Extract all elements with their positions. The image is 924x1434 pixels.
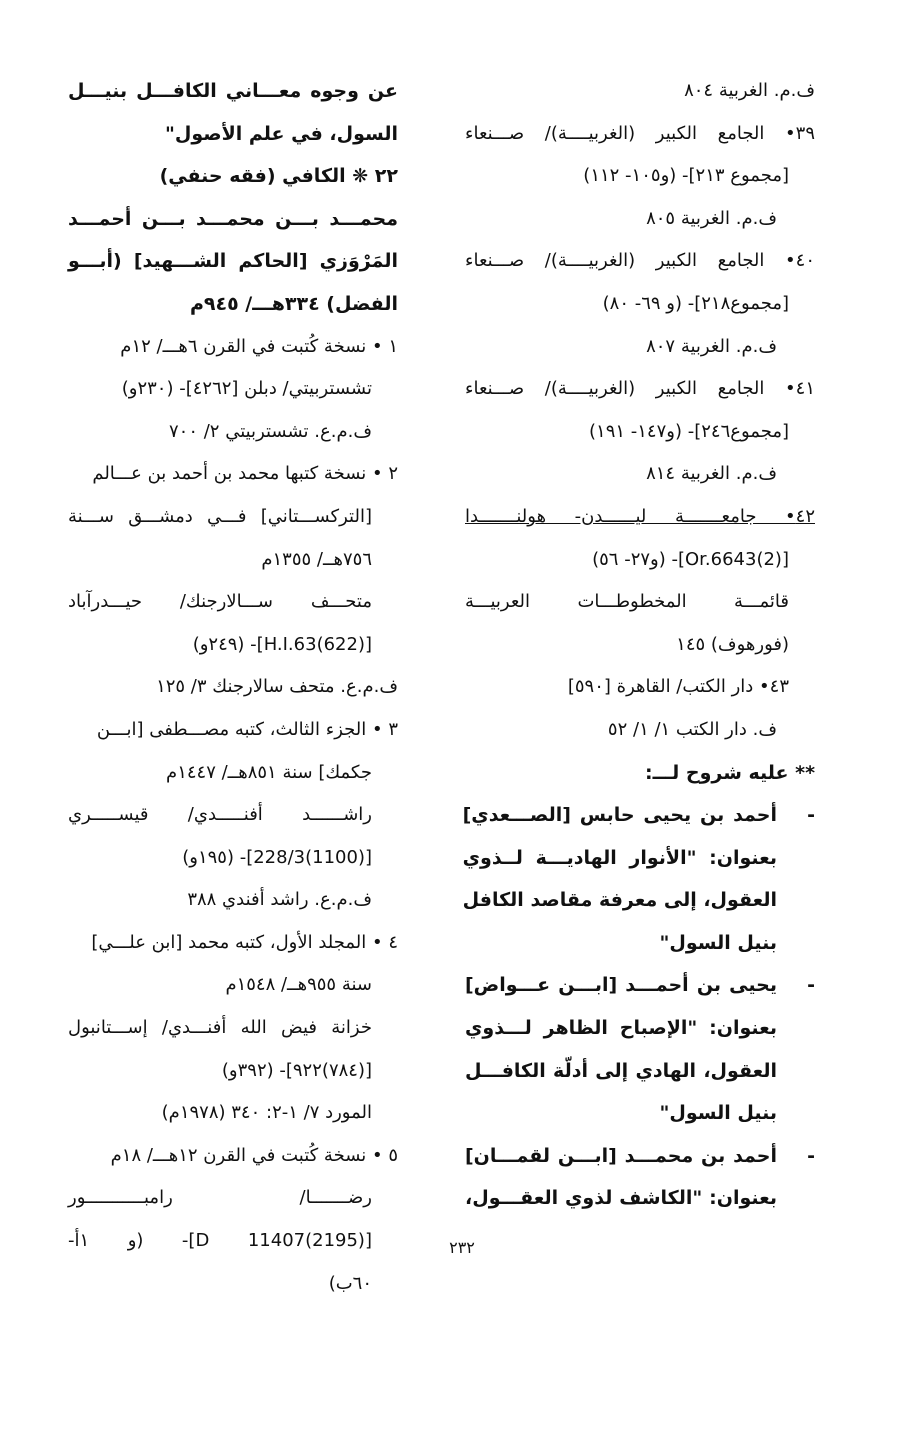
manuscript-entry-42: ٤٢• جامعـــــــة ليــــــدن- هولنـــــــدا — [465, 505, 815, 527]
commentary-title: بعنوان: "الأنوار الهاديـــة لــذوي — [462, 846, 777, 869]
manuscript-shelfmark: [مجموع ٢١٣]- (و١٠٥- ١١٢) — [583, 165, 789, 187]
manuscript-entry-39: ٣٩• الجامع الكبير (الغربيــــة)/ صـــنعاء — [465, 122, 815, 144]
manuscript-entry-41: ٤١• الجامع الكبير (الغربيــــة)/ صـــنعاء — [465, 378, 815, 400]
commentaries-heading: ** عليه شروح لـــ: — [645, 761, 815, 784]
catalog-reference: ف.م.ع. متحف سالارجنك ٣/ ١٢٥ — [156, 676, 398, 698]
commentary-title: العقول، إلى معرفة مقاصد الكافل — [462, 889, 777, 912]
manuscript-entry-43: ٤٣• دار الكتب/ القاهرة [٥٩٠] — [567, 676, 789, 698]
commentary-item — [465, 964, 815, 1134]
commentary-title: بعنوان: "الكاشف لذوي العقـــول، — [465, 1187, 777, 1210]
manuscript-location: متحـــف ســـالارجنك/ حيـــدرآباد — [68, 591, 372, 613]
commentary-title: بنيل السول" — [659, 1102, 777, 1125]
catalog-reference: (فورهوف) ١٤٥ — [676, 633, 789, 655]
manuscript-shelfmark: [(1100)228/3]- (١٩٥و) — [182, 846, 372, 868]
catalog-reference: ف.م. الغربية ٨٠٤ — [684, 80, 815, 101]
commentary-item — [465, 1135, 815, 1220]
list-dash: - — [807, 804, 815, 827]
catalog-reference: قائمـــة المخطوطـــات العربيـــة — [465, 591, 789, 613]
commentary-title: بعنوان: "الإصباح الظاهر لـــذوي — [465, 1017, 777, 1040]
manuscript-copy-3: ٣ • الجزء الثالث، كتبه مصـــطفى [ابـــن — [96, 718, 398, 740]
manuscript-shelfmark: [مجموع٢٤٦]- (و١٤٧- ١٩١) — [589, 420, 789, 442]
manuscript-shelfmark: [D 11407(2195)]- (و ١أ- — [68, 1230, 372, 1252]
catalog-reference: ف.م. الغربية ٨٠٥ — [646, 207, 777, 229]
author-name: محمـــد بـــن محمـــد بـــن أحمـــد — [68, 207, 398, 230]
manuscript-location: رضـــــــا/ رامبـــــــــــور — [68, 1187, 372, 1209]
commentary-author: يحيى بن أحمـــد [ابـــن عـــواض] — [465, 974, 777, 997]
title-continuation: السول، في علم الأصول" — [164, 122, 398, 145]
manuscript-date: ٧٥٦هــ/ ١٣٥٥م — [261, 548, 372, 570]
list-dash: - — [807, 974, 815, 997]
commentary-item — [462, 794, 815, 964]
manuscript-date: سنة ٩٥٥هــ/ ١٥٤٨م — [225, 974, 372, 996]
manuscript-location: راشــــــد أفنـــــدي/ قيســـــري — [68, 804, 372, 826]
author-dates: الفضل) ٣٣٤هـــ/ ٩٤٥م — [189, 292, 398, 315]
catalog-reference: ف.م.ع. تشستربيتي ٢/ ٧٠٠ — [168, 420, 372, 442]
manuscript-location: خزانة فيض الله أفنـــدي/ إســـتانبول — [68, 1017, 372, 1039]
manuscript-shelfmark: [(622)H.I.63]- (٢٤٩و) — [192, 633, 372, 655]
left-column — [68, 70, 398, 1305]
work-heading: ٢٢ ❋ الكافي (فقه حنفي) — [159, 165, 398, 188]
right-column — [462, 70, 815, 1220]
catalog-reference: ف.م. الغربية ٨٠٧ — [646, 335, 777, 357]
commentary-author: أحمد بن يحيى حابس [الصـــعدي] — [462, 804, 777, 827]
commentary-title: العقول، الهادي إلى أدلّة الكافـــل — [465, 1059, 777, 1082]
catalog-reference: ف.م.ع. راشد أفندي ٣٨٨ — [187, 889, 372, 911]
commentary-title: بنيل السول" — [659, 931, 777, 954]
manuscript-copyist: [التركســـتاني] فـــي دمشـــق ســـنة — [68, 505, 372, 527]
manuscript-shelfmark: [مجموع٢١٨]- (و ٦٩- ٨٠) — [602, 292, 789, 314]
manuscript-copy-4: ٤ • المجلد الأول، كتبه محمد [ابن علـــي] — [91, 931, 398, 953]
catalog-reference: ف. دار الكتب ١/ ١/ ٥٢ — [607, 718, 777, 740]
manuscript-shelfmark: [(٧٨٤)٩٢٢]- (٣٩٢و) — [221, 1059, 372, 1081]
manuscript-date: جكمك] سنة ٨٥١هــ/ ١٤٤٧م — [166, 761, 372, 783]
title-continuation: عن وجوه معـــاني الكافـــل بنيـــل — [68, 80, 398, 102]
commentary-author: أحمد بن محمـــد [ابـــن لقمـــان] — [465, 1144, 777, 1167]
manuscript-shelfmark: [Or.6643(2)]- (و٢٧- ٥٦) — [592, 548, 789, 570]
manuscript-folios: ٦٠ب) — [328, 1272, 372, 1294]
manuscript-copy-5: ٥ • نسخة كُتبت في القرن ١٢هـــ/ ١٨م — [110, 1144, 398, 1166]
manuscript-copy-1: ١ • نسخة كُتبت في القرن ٦هـــ/ ١٢م — [120, 335, 398, 357]
manuscript-entry-40: ٤٠• الجامع الكبير (الغربيــــة)/ صـــنعاء — [465, 250, 815, 272]
manuscript-copy-2: ٢ • نسخة كتبها محمد بن أحمد بن عـــالم — [92, 463, 398, 485]
author-name: المَرْوَزي [الحاكم الشـــهيد] (أبـــو — [68, 250, 398, 273]
page-number: ٢٣٢ — [449, 1238, 475, 1257]
manuscript-location: تشستربيتي/ دبلن [٤٢٦٢]- (٢٣٠و) — [121, 378, 372, 400]
catalog-reference: ف.م. الغربية ٨١٤ — [646, 463, 777, 485]
catalog-reference: المورد ٧/ ١-٢: ٣٤٠ (١٩٧٨م) — [161, 1102, 372, 1124]
list-dash: - — [807, 1144, 815, 1167]
